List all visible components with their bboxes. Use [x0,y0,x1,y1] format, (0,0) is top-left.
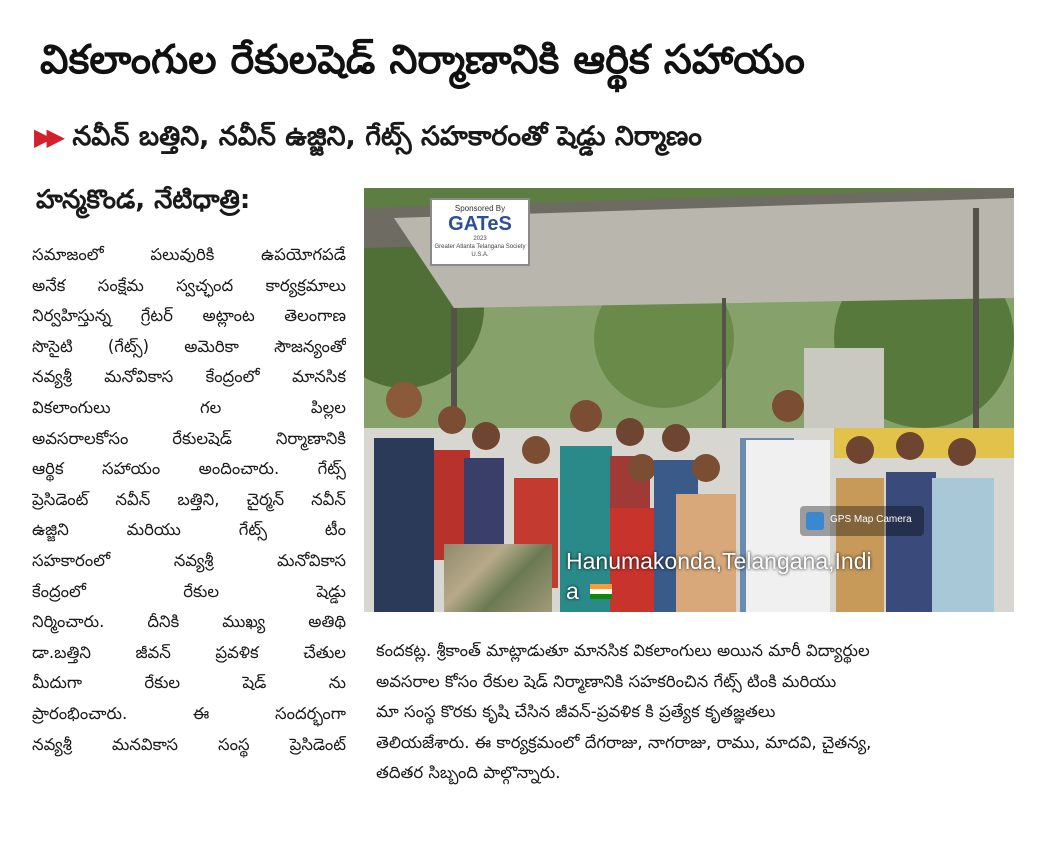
left-column-line: ప్రారంభించారు. ఈ సందర్భంగా [32,703,346,723]
location-text: Hanumakonda,Telangana,Indi [566,548,872,574]
camera-icon [806,512,824,530]
left-column-line: సమాజంలో పలువురికి ఉపయోగపడే [32,245,346,264]
headline: వికలాంగుల రేకులషెడ్ నిర్మాణానికి ఆర్థిక సహాయం [40,37,805,83]
gps-overlay [444,544,1014,612]
gps-app-badge [800,506,924,536]
left-column-line: సహకారంలో నవ్యశ్రీ మనోవికాస [32,550,346,570]
right-column-line: తెలియజేశారు. ఈ కార్యక్రమంలో దేగరాజు, నాగరాజు, రాము, మాదవి, చైతన్య, [376,732,872,752]
sign-brand: GATeS [448,213,512,235]
left-column-line: అనేక సంక్షేమ స్వచ్ఛంద కార్యక్రమాలు [32,275,346,295]
map-thumbnail [444,544,552,612]
dateline: హన్మకొండ, నేటిధాత్రి: [36,185,251,215]
gates-sign [430,198,530,266]
left-column-line: డా.బత్తిని జీవన్ ప్రవళిక చేతుల [32,642,346,662]
left-column-line: సొసైటి (గేట్స్) అమెరికా సౌజన్యంతో [32,336,346,356]
left-column-line: వికలాంగులు గల పిల్లల [32,397,346,417]
sign-org: Greater Atlanta Telangana Society U.S.A. [434,244,526,258]
left-column-line: మీదుగా రేకుల షెడ్ ను [32,673,346,693]
left-column-line: ఆర్థిక సహాయం అందించారు. గేట్స్ [32,459,346,479]
left-column-line: ప్రెసిడెంట్ నవీన్ బత్తిని, చైర్మన్ నవీన్ [32,489,346,509]
right-column-line: మా సంస్థ కొరకు కృషి చేసిన జీవన్-ప్రవళిక కి ప్రత్యేక కృతజ్ఞతలు [376,702,776,722]
subheadline-text: నవీన్ బత్తిని, నవీన్ ఉజ్జిని, గేట్స్ సహకారంతో షెడ్డు నిర్మాణం [72,121,702,152]
india-flag-icon [590,584,612,599]
right-column [376,636,1008,789]
left-column-line: నవ్యశ్రీ మనోవికాస కేంద్రంలో మానసిక [32,367,346,387]
gps-app-label: GPS Map Camera [830,514,912,525]
news-photo [364,188,1014,612]
left-column-line: నవ్యశ్రీ మనవికాస సంస్థ ప్రెసిడెంట్ [32,734,346,754]
left-column [32,240,346,760]
sign-sponsored-text: Sponsored By [454,204,506,213]
subheadline [34,118,934,156]
right-column-line: అవసరాల కోసం రేకుల షెడ్ నిర్మాణానికి సహకరించిన గేట్స్ టింకి మరియు [376,671,837,691]
right-column-line: కందకట్ల. శ్రీకాంత్ మాట్లాడుతూ మానసిక వికలాంగులు అయిన మారీ విద్యార్థుల [376,641,870,660]
location-text-continued: a [566,578,579,604]
double-arrow-icon: ▶▶ [34,123,59,151]
left-column-line: నిర్మించారు. దీనికి ముఖ్య అతిథి [32,612,346,632]
sign-year: 2023 [473,236,487,242]
left-column-line: కేంద్రంలో రేకుల షెడ్డు [32,581,346,601]
left-column-line: అవసరాలకోసం రేకులషెడ్ నిర్మాణానికి [32,428,346,448]
right-column-line: తదితర సిబ్బంది పాల్గొన్నారు. [376,763,561,783]
left-column-line: ఉజ్జిని మరియు గేట్స్ టీం [32,520,346,540]
left-column-line: నిర్వహిస్తున్న గ్రేటర్ అట్లాంట తెలంగాణ [32,306,346,326]
